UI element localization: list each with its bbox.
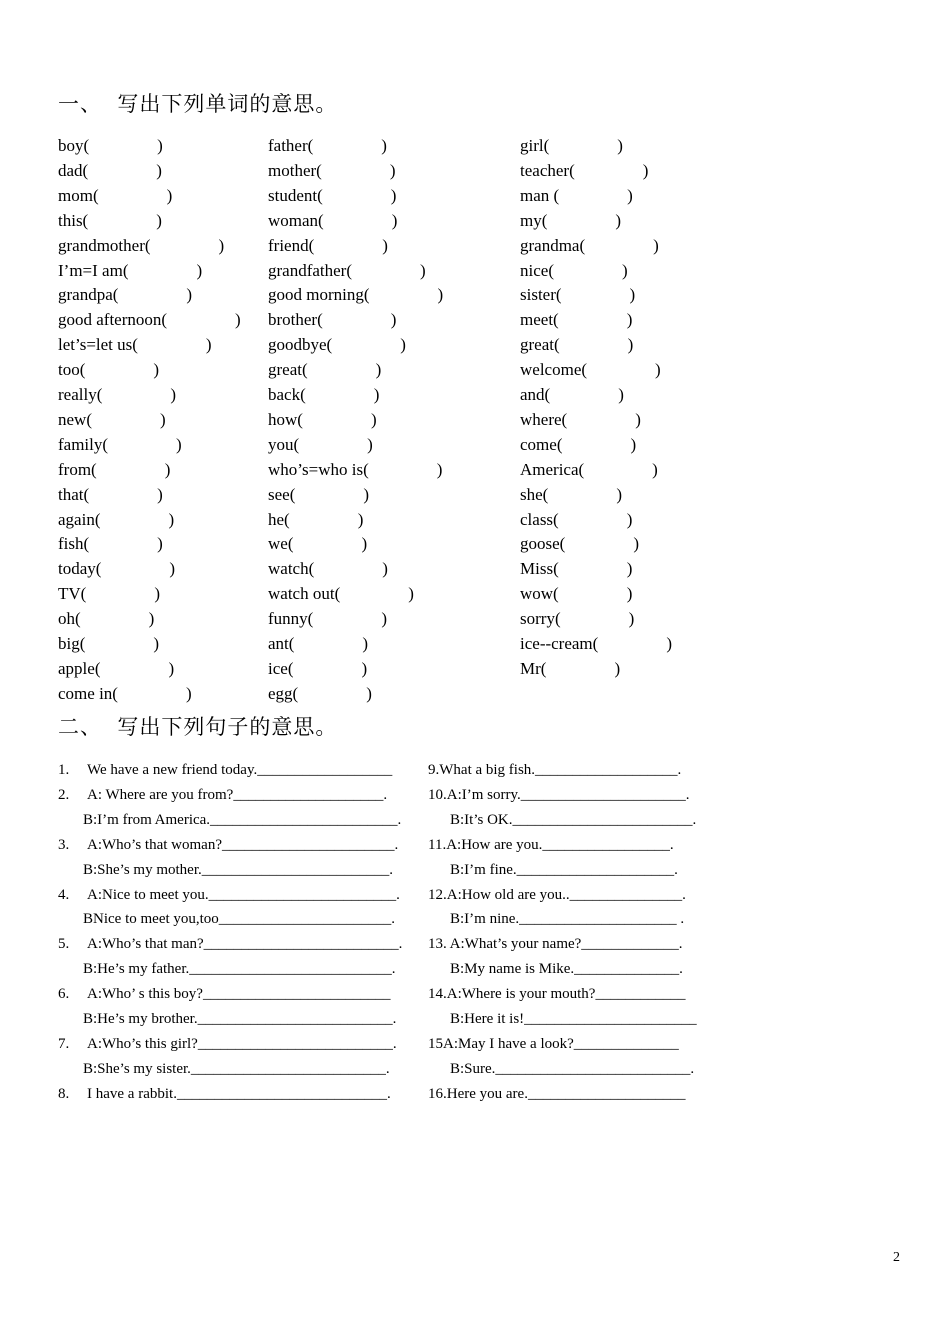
sentence-row (0, 1033, 950, 1055)
vocab-item: brother( ) (268, 310, 397, 330)
sentence-right: B:Sure.__________________________. (450, 1060, 695, 1077)
vocab-item: grandfather( ) (268, 260, 426, 280)
page-number: 2 (893, 1250, 900, 1265)
sentence-left: BNice to meet you,too_______________________. (83, 911, 396, 928)
vocab-item: see( ) (268, 484, 370, 504)
vocab-row (0, 557, 950, 581)
vocab-item: fish( ) (58, 534, 163, 554)
vocab-item: Mr( ) (520, 658, 621, 678)
vocab-row (0, 657, 950, 681)
sentence-number: 2. (58, 786, 70, 803)
sentence-right: 14.A:Where is your mouth?____________ (428, 986, 686, 1003)
vocab-item: new( ) (58, 409, 166, 429)
sentence-left: A:Who’ s this boy?_________________________ (87, 986, 391, 1003)
sentence-row (0, 958, 950, 980)
vocab-item: watch out( ) (268, 584, 414, 604)
vocab-item: egg( ) (268, 683, 372, 703)
sentence-right: 11.A:How are you._________________. (428, 836, 674, 853)
vocab-item: dad( ) (58, 160, 162, 180)
sentence-number: 1. (58, 762, 70, 778)
vocab-item: you( ) (268, 434, 373, 454)
vocab-item: goose( ) (520, 534, 639, 554)
vocab-item: mom( ) (58, 185, 173, 205)
vocab-row (0, 607, 950, 631)
sentence-row (0, 759, 950, 781)
vocab-item: we( ) (268, 534, 368, 554)
vocab-item: ant( ) (268, 634, 369, 653)
sentence-number: 8. (58, 1085, 70, 1102)
vocab-item: teacher( ) (520, 160, 649, 180)
sentence-left: B:He’s my father.___________________________. (83, 961, 396, 978)
vocab-item: class( ) (520, 509, 633, 529)
vocab-item: boy( ) (58, 136, 163, 155)
vocab-row (0, 433, 950, 457)
vocab-row (0, 209, 950, 233)
vocab-row (0, 134, 950, 158)
vocab-row (0, 383, 950, 407)
sentence-left: B:She’s my mother._________________________. (83, 861, 394, 878)
sentence-left: B:He’s my brother.__________________________. (83, 1011, 397, 1027)
vocab-item: come in( ) (58, 683, 192, 703)
vocab-item: man ( ) (520, 185, 633, 205)
vocab-item: funny( ) (268, 609, 387, 629)
sentence-number: 4. (58, 886, 70, 903)
vocab-item: who’s=who is( ) (268, 459, 443, 479)
vocab-item: I’m=I am( ) (58, 260, 203, 280)
vocab-row (0, 358, 950, 382)
sentence-right: 9.What a big fish.___________________. (428, 762, 682, 778)
vocab-row (0, 682, 950, 706)
sentence-right: B:It’s OK.________________________. (450, 811, 697, 828)
sentence-number: 6. (58, 986, 70, 1003)
vocab-item: family( ) (58, 434, 182, 454)
sentence-left: I have a rabbit.____________________________. (87, 1085, 391, 1102)
sentence-right: B:My name is Mike.______________. (450, 961, 683, 978)
sentence-right: B:I’m nine._____________________ . (450, 911, 685, 928)
sentence-left: A: Where are you from?____________________. (87, 786, 388, 803)
vocab-row (0, 159, 950, 183)
vocab-item: that( ) (58, 484, 163, 504)
vocab-item: apple( ) (58, 658, 175, 678)
vocab-item: come( ) (520, 434, 637, 454)
vocab-item: sorry( ) (520, 609, 635, 629)
vocab-item: America( ) (520, 459, 658, 479)
sentence-right: 16.Here you are._____________________ (428, 1085, 686, 1102)
vocab-item: from( ) (58, 459, 171, 479)
sentence-row (0, 933, 950, 955)
vocab-item: too( ) (58, 360, 160, 380)
vocab-item: father( ) (268, 136, 387, 155)
vocab-item: ice( ) (268, 658, 368, 678)
sentence-left: B:I’m from America._________________________. (83, 811, 402, 828)
sentence-row (0, 1058, 950, 1080)
vocab-item: Miss( ) (520, 559, 633, 579)
sentence-row (0, 1083, 950, 1105)
vocab-item: where( ) (520, 409, 641, 429)
vocab-item: TV( ) (58, 584, 160, 604)
vocab-item: girl( ) (520, 136, 623, 155)
sentence-number: 7. (58, 1035, 70, 1052)
vocab-item: grandpa( ) (58, 285, 193, 305)
vocab-row (0, 308, 950, 332)
sentence-row (0, 784, 950, 806)
vocab-row (0, 632, 950, 656)
sentence-row (0, 859, 950, 881)
vocab-item: good afternoon( ) (58, 310, 241, 330)
vocab-item: great( ) (520, 335, 634, 355)
vocab-item: and( ) (520, 385, 624, 404)
sentence-row (0, 983, 950, 1005)
sentence-left: A:Nice to meet you._________________________. (87, 886, 400, 903)
vocab-item: back( ) (268, 385, 380, 404)
sentence-left: A:Who’s that woman?_______________________. (87, 836, 399, 853)
vocab-item: student( ) (268, 185, 397, 205)
vocab-row (0, 582, 950, 606)
vocab-row (0, 333, 950, 357)
sentence-row (0, 1008, 950, 1030)
vocab-row (0, 508, 950, 532)
sentence-number: 3. (58, 836, 70, 853)
sentence-number: 5. (58, 936, 70, 953)
sentence-left: B:She’s my sister.__________________________. (83, 1060, 390, 1077)
sentence-left: We have a new friend today.__________________ (87, 762, 393, 778)
vocab-item: woman( ) (268, 210, 398, 230)
vocab-item: she( ) (520, 484, 622, 504)
sentence-right: 10.A:I’m sorry.______________________. (428, 786, 690, 803)
sentence-left: A:Who’s that man?__________________________. (87, 936, 403, 953)
vocab-item: he( ) (268, 509, 364, 529)
vocab-item: oh( ) (58, 609, 155, 629)
sentence-right: 12.A:How old are you.._______________. (428, 886, 686, 903)
vocab-item: my( ) (520, 210, 622, 230)
vocab-row (0, 483, 950, 507)
vocab-item: friend( ) (268, 235, 388, 255)
vocab-row (0, 234, 950, 258)
vocab-item: sister( ) (520, 285, 636, 305)
vocab-item: welcome( ) (520, 360, 661, 380)
vocab-item: let’s=let us( ) (58, 335, 212, 355)
vocab-row (0, 184, 950, 208)
vocab-item: wow( ) (520, 584, 633, 604)
sentence-left: A:Who’s this girl?__________________________. (87, 1035, 397, 1052)
vocab-item: today( ) (58, 559, 176, 579)
vocab-item: grandmother( ) (58, 235, 225, 255)
vocab-item: nice( ) (520, 260, 628, 280)
vocab-item: great( ) (268, 360, 382, 380)
vocab-item: mother( ) (268, 160, 396, 180)
vocab-row (0, 283, 950, 307)
sentence-row (0, 908, 950, 930)
section2-heading: 二、 写出下列句子的意思。 (58, 715, 338, 739)
vocab-row (0, 532, 950, 556)
sentence-right: B:I’m fine._____________________. (450, 861, 678, 878)
sentence-right: 15A:May I have a look?______________ (428, 1035, 679, 1052)
vocab-item: good morning( ) (268, 285, 444, 305)
vocab-item: big( ) (58, 634, 160, 653)
vocab-row (0, 408, 950, 432)
sentence-right: B:Here it is!_______________________ (450, 1011, 697, 1027)
vocab-item: grandma( ) (520, 235, 659, 255)
vocab-item: this( ) (58, 210, 162, 230)
vocab-item: watch( ) (268, 559, 388, 579)
vocab-item: again( ) (58, 509, 175, 529)
sentence-row (0, 884, 950, 906)
section1-heading: 一、 写出下列单词的意思。 (58, 92, 338, 116)
sentence-row (0, 834, 950, 856)
vocab-item: ice--cream( ) (520, 634, 672, 653)
vocab-item: really( ) (58, 385, 177, 404)
vocab-item: how( ) (268, 409, 377, 429)
vocab-item: goodbye( ) (268, 335, 406, 355)
vocab-item: meet( ) (520, 310, 633, 330)
vocab-row (0, 458, 950, 482)
sentence-row (0, 809, 950, 831)
vocab-row (0, 259, 950, 283)
sentence-right: 13. A:What’s your name?_____________. (428, 936, 683, 953)
